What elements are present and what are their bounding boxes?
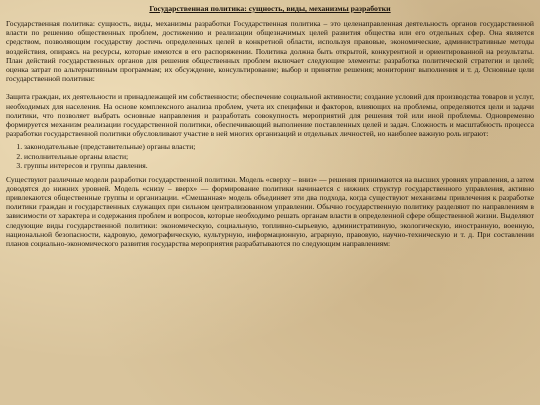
- list-item: 1. законодательные (представительные) органы власти;: [24, 142, 534, 151]
- paragraph-models: Существуют различные модели разработки государственной политики. Модель «сверху – вниз» — решения принимаются на высших уровнях управления, а затем доводятся до нижних уровней. Модель «снизу – вверх» — формирование политики начинается с нижних структур государственного управления, активно привлекаются общественные группы и организации. «Смешанная» модель объединяет эти два подхода, когда существуют механизмы привлечения к разработке политики граждан и государственных служащих при сильном централизованном управлении. Обычно государственную политику разделяют по направлениям в зависимости от характера и содержания проблем и вопросов, которые необходимо решать органам власти в определенной сфере общественной жизни. Выделяют следующие виды государственной политики: экономическую, социальную, топливно-сырьевую, административную, экологическую, иностранную, военную, национальной безопасности, кадровую, демографическую, культурную, информационную, аграрную, правовую, научно-техническую и т. д. При составлении планов социально-экономического развития государства мероприятия разрабатываются по следующим направлениям:: [6, 174, 534, 249]
- paragraph-goals: Защита граждан, их деятельности и принадлежащей им собственности; обеспечение социальной активности; создание условий для производства товаров и услуг, необходимых для населения. На основе комплексного анализа проблем, учета их специфики и факторов, влияющих на проблемы, определяются цели и задачи политики, что позволяет выбрать основные направления и разработать совокупность мероприятий для решения той или иной проблемы. Одновременно формируется механизм реализации государственной политики, обеспечивающий выполнение поставленных целей и задач. Сложность и масштабность процесса разработки государственной политики обусловливают участие в ней многих организаций и отдельных личностей, но наиболее важную роль играют:: [6, 92, 534, 139]
- paragraph-gap: [6, 83, 534, 92]
- actors-list: [6, 142, 534, 170]
- document-title: Государственная политика: сущность, виды, механизмы разработки: [149, 4, 391, 13]
- list-item: 2. исполнительные органы власти;: [24, 152, 534, 161]
- paragraph-intro: Государственная политика: сущность, виды, механизмы разработки Государственная политика – это целенаправленная деятельность органов государственной власти по решению общественных проблем, достижению и реализации общезначимых целей развития общества или его отдельных сфер. Она является средством, позволяющим государству достичь определенных целей в конкретной области, используя правовые, экономические, административные методы воздействия, опираясь на ресурсы, которые имеются в его распоряжении. Политика должна быть открытой, конкурентной и ориентированной на результаты. План действий государственных органов для решения общественных проблем включает следующие элементы: разработка политической стратегии и целей; оценка затрат по альтернативным программам; их обсуждение, консультирование; выбор и принятие решения; мониторинг выполнения и т. д. Основные цели государственной политики:: [6, 19, 534, 84]
- list-item: 3. группы интересов и группы давления.: [24, 161, 534, 170]
